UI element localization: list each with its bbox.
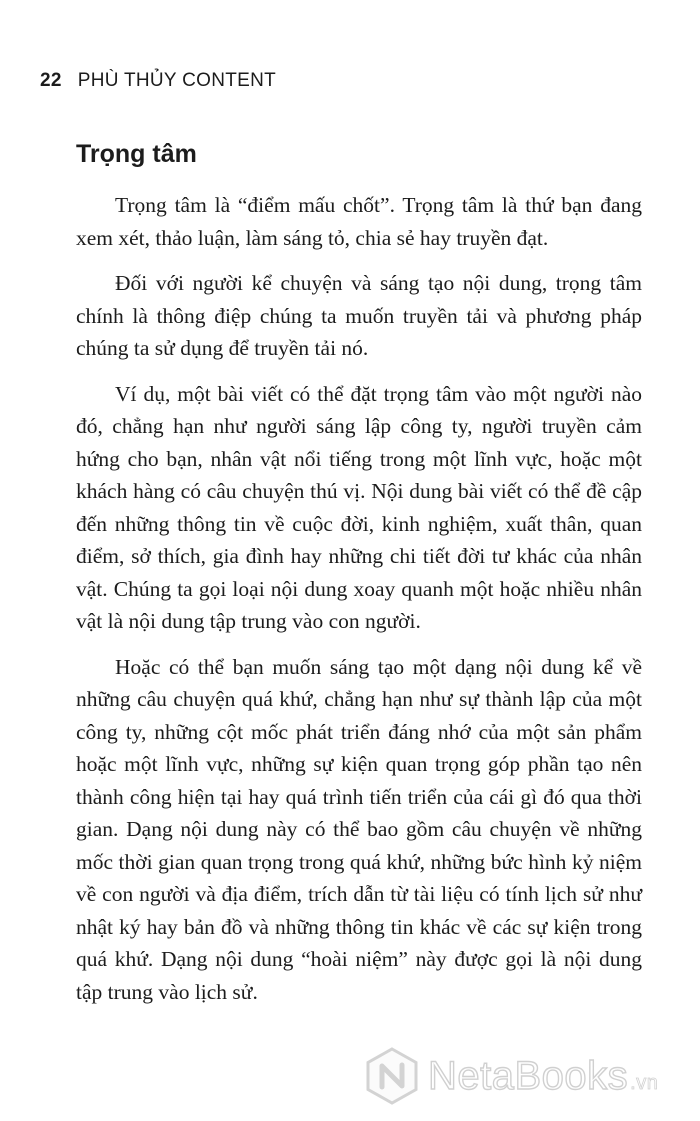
paragraph: Trọng tâm là “điểm mấu chốt”. Trọng tâm là thứ bạn đang xem xét, thảo luận, làm sáng tỏ, chia sẻ hay truyền đạt. [76,193,642,250]
page-number: 22 [40,70,62,91]
netabooks-logo-icon [362,1046,422,1106]
paragraph: Hoặc có thể bạn muốn sáng tạo một dạng nội dung kể về những câu chuyện quá khứ, chẳng hạn như sự thành lập của một công ty, những cột mốc phát triển đáng nhớ của một sản phẩm hoặc một lĩnh vực, những sự kiện quan trọng góp phần tạo nên thành công hiện tại hay quá trình tiến triển của cái gì đó qua thời gian. Dạng nội dung này có thể bao gồm câu chuyện về những mốc thời gian quan trọng trong quá khứ, những bức hình kỷ niệm về con người và địa điểm, trích dẫn từ tài liệu có tính lịch sử như nhật ký hay bản đồ và những thông tin khác về các sự kiện trong quá khứ. Dạng nội dung “hoài niệm” này được gọi là nội dung tập trung vào lịch sử. [76,654,642,1004]
paragraph: Ví dụ, một bài viết có thể đặt trọng tâm vào một người nào đó, chẳng hạn như người sáng lập công ty, người truyền cảm hứng cho bạn, nhân vật nổi tiếng trong một lĩnh vực, hoặc một khách hàng có câu chuyện thú vị. Nội dung bài viết có thể đề cập đến những thông tin về cuộc đời, kinh nghiệm, xuất thân, quan điểm, sở thích, gia đình hay những chi tiết đời tư khác của nhân vật. Chúng ta gọi loại nội dung xoay quanh một hoặc nhiều nhân vật là nội dung tập trung vào con người. [76,381,642,633]
running-title: PHÙ THỦY CONTENT [77,70,277,91]
watermark-tld: .vn [630,1071,659,1094]
watermark-brand [428,1054,658,1099]
watermark [362,1044,658,1108]
body-text [76,189,642,1021]
section-title: Trọng tâm [76,140,197,168]
running-header [40,70,276,92]
watermark-brand-name: NetaBooks [428,1053,629,1098]
paragraph: Đối với người kể chuyện và sáng tạo nội dung, trọng tâm chính là thông điệp chúng ta muốn truyền tải và phương pháp chúng ta sử dụng để truyền tải nó. [76,271,642,360]
